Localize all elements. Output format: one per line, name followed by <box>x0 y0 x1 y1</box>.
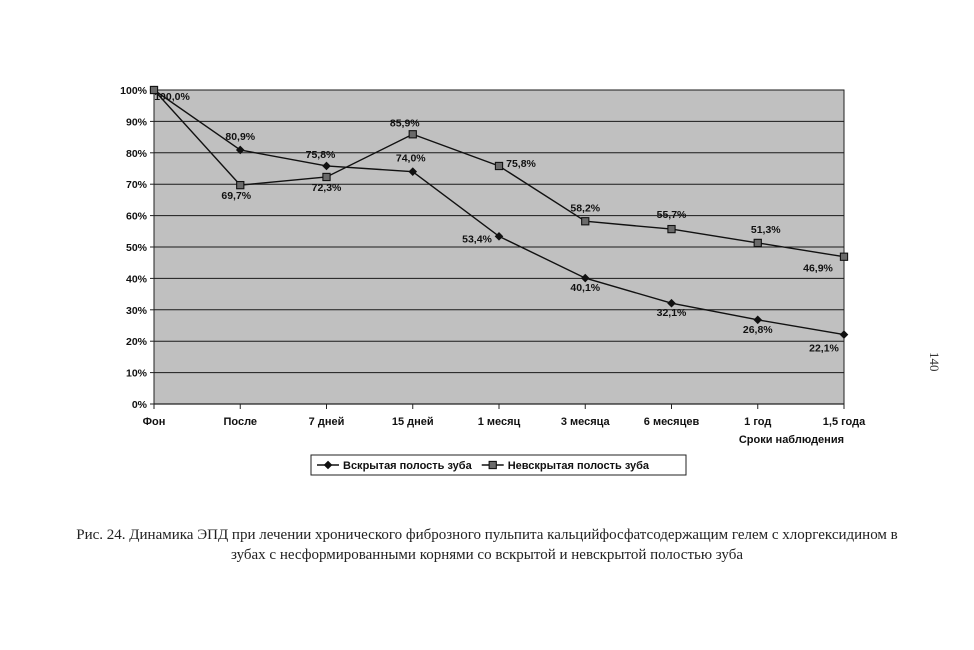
data-label-series-1: 75,8% <box>305 148 336 161</box>
data-label-series-1: 74,0% <box>395 152 426 165</box>
x-tick-label: 6 месяцев <box>643 416 700 428</box>
x-tick-label: 3 месяца <box>560 416 610 428</box>
data-label-series-1: 40,1% <box>570 282 601 295</box>
data-label-series-2: 72,3% <box>311 181 342 194</box>
y-axis-ticks <box>120 85 154 411</box>
data-label-series-2: 85,9% <box>389 117 420 130</box>
x-tick-label: 1 месяц <box>477 416 521 428</box>
y-tick-label: 50% <box>125 242 147 254</box>
x-tick-label: 1 год <box>744 416 772 428</box>
x-tick-label: После <box>223 416 258 428</box>
data-label-series-1: 22,1% <box>809 342 839 355</box>
figure-caption: Рис. 24. Динамика ЭПД при лечении хронического фиброзного пульпита кальцийфосфатсодержащим гелем с хлоргексидином в зубах с несформированными корнями со вскрытой и невскрытой полостью зуба <box>76 527 898 563</box>
x-tick-label: 7 дней <box>308 416 345 428</box>
data-label-series-2: 75,8% <box>506 157 536 170</box>
y-tick-label: 10% <box>125 367 147 380</box>
x-tick-label: 15 дней <box>391 416 434 428</box>
series-2-point <box>582 218 589 225</box>
data-label-series-2: 69,7% <box>221 190 252 203</box>
page-number: 140 <box>927 352 942 372</box>
y-tick-label: 0% <box>131 399 147 411</box>
y-tick-label: 80% <box>125 147 147 160</box>
series-2-point <box>495 162 502 169</box>
legend-label-1: Вскрытая полость зуба <box>343 460 472 472</box>
y-tick-label: 40% <box>125 273 147 286</box>
data-label-series-2: 58,2% <box>570 202 601 215</box>
series-2-point <box>323 173 330 180</box>
legend <box>311 455 686 475</box>
x-axis-ticks <box>143 404 866 428</box>
data-label-series-2: 46,9% <box>803 262 833 275</box>
y-tick-label: 30% <box>125 304 147 317</box>
series-2-point <box>840 253 847 260</box>
series-2-point <box>409 131 416 138</box>
series-2-point <box>237 182 244 189</box>
data-label-series-1: 53,4% <box>462 233 492 246</box>
data-label-series-1: 80,9% <box>225 130 256 143</box>
data-label-series-1: 26,8% <box>742 323 773 336</box>
x-axis-title: Сроки наблюдения <box>738 434 844 446</box>
legend-label-2: Невскрытая полость зуба <box>507 460 650 472</box>
y-tick-label: 20% <box>125 336 147 349</box>
data-label-series-2: 55,7% <box>656 209 687 222</box>
data-label-series-2: 51,3% <box>750 223 781 236</box>
legend-marker-2 <box>489 461 496 468</box>
x-tick-label: Фон <box>142 416 166 428</box>
series-2-point <box>668 226 675 233</box>
y-tick-label: 60% <box>125 210 147 223</box>
y-tick-label: 90% <box>125 116 147 129</box>
series-2-point <box>754 239 761 246</box>
data-label-series-1: 32,1% <box>656 307 687 320</box>
x-tick-label: 1,5 года <box>822 416 866 428</box>
data-label-series-1: 100,0% <box>154 91 190 103</box>
y-tick-label: 70% <box>125 179 147 192</box>
plot-area <box>154 90 844 404</box>
y-tick-label: 100% <box>120 85 147 97</box>
